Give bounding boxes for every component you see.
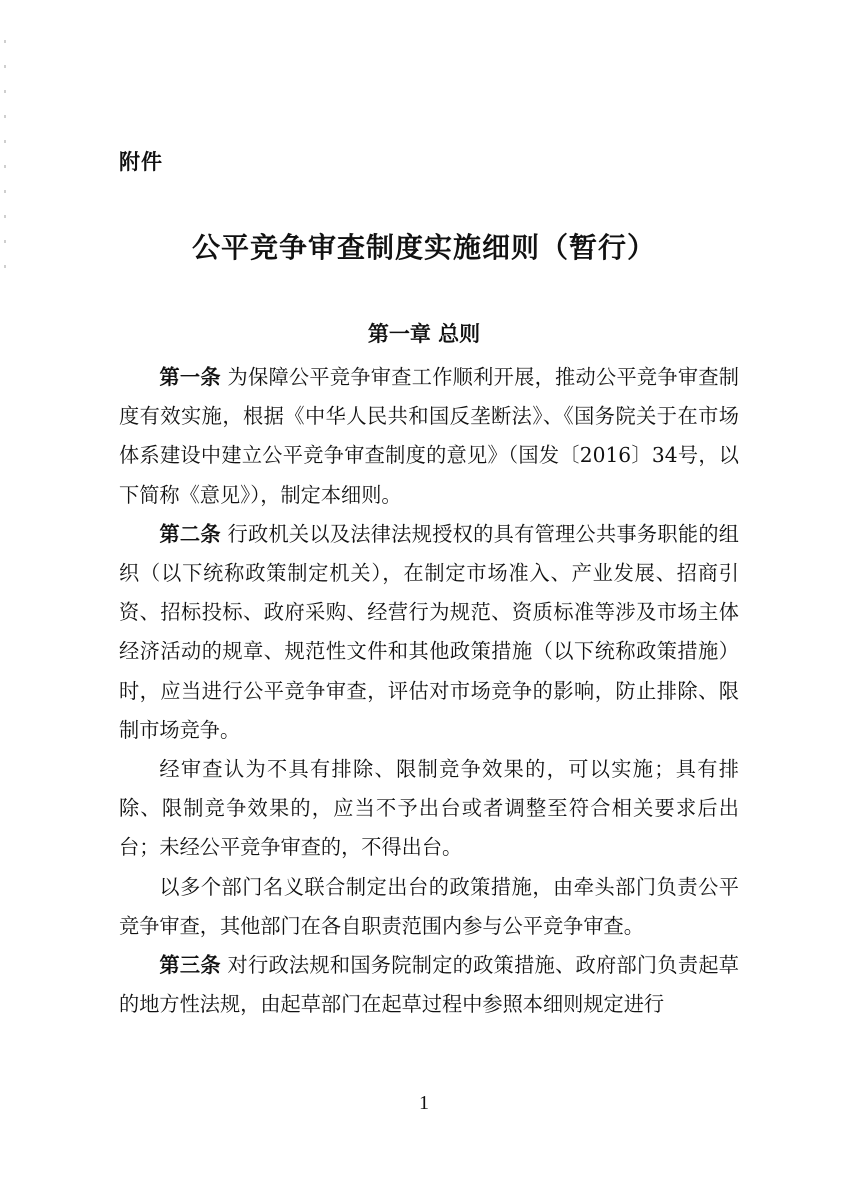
attachment-label: 附件 — [119, 150, 163, 174]
article-number: 第二条 — [159, 521, 221, 546]
paragraph-text: 行政机关以及法律法规授权的具有管理公共事务职能的组织（以下统称政策制定机关），在制定市场准入、产业发展、招商引资、招标投标、政府采购、经营行为规范、资质标准等涉及市场主体经济活动的规章、规范性文件和其他政策措施（以下统称政策措施）时，应当进行公平竞争审查，评估对市场竞争的影响，防止排除、限制市场竞争。 — [119, 521, 739, 742]
paragraph-text: 为保障公平竞争审查工作顺利开展，推动公平竞争审查制度有效实施，根据《中华人民共和国反垄断法》、《国务院关于在市场体系建设中建立公平竞争审查制度的意见》（国发〔2016〕34号，以下简称《意见》），制定本细则。 — [119, 365, 739, 507]
paragraph-article-2 — [119, 515, 739, 750]
article-number: 第三条 — [159, 953, 221, 978]
document-body — [119, 358, 739, 1024]
article-number: 第一条 — [159, 365, 221, 389]
paragraph-text: 对行政法规和国务院制定的政策措施、政府部门负责起草的地方性法规，由起草部门在起草过程中参照本细则规定进行 — [119, 953, 739, 1017]
page-number: 1 — [419, 1092, 429, 1114]
paragraph-text: 以多个部门名义联合制定出台的政策措施，由牵头部门负责公平竞争审查，其他部门在各自职责范围内参与公平竞争审查。 — [119, 874, 739, 938]
paragraph-article-2-part-3 — [119, 868, 739, 946]
paragraph-text: 经审查认为不具有排除、限制竞争效果的，可以实施；具有排除、限制竞争效果的，应当不予出台或者调整至符合相关要求后出台；未经公平竞争审查的，不得出台。 — [119, 757, 739, 860]
paragraph-article-2-part-2 — [119, 750, 739, 868]
paragraph-article-1 — [119, 358, 739, 515]
paragraph-article-3 — [119, 946, 739, 1024]
document-title: 公平竞争审查制度实施细则（暂行） — [191, 231, 656, 264]
chapter-heading: 第一章 总则 — [367, 322, 481, 346]
